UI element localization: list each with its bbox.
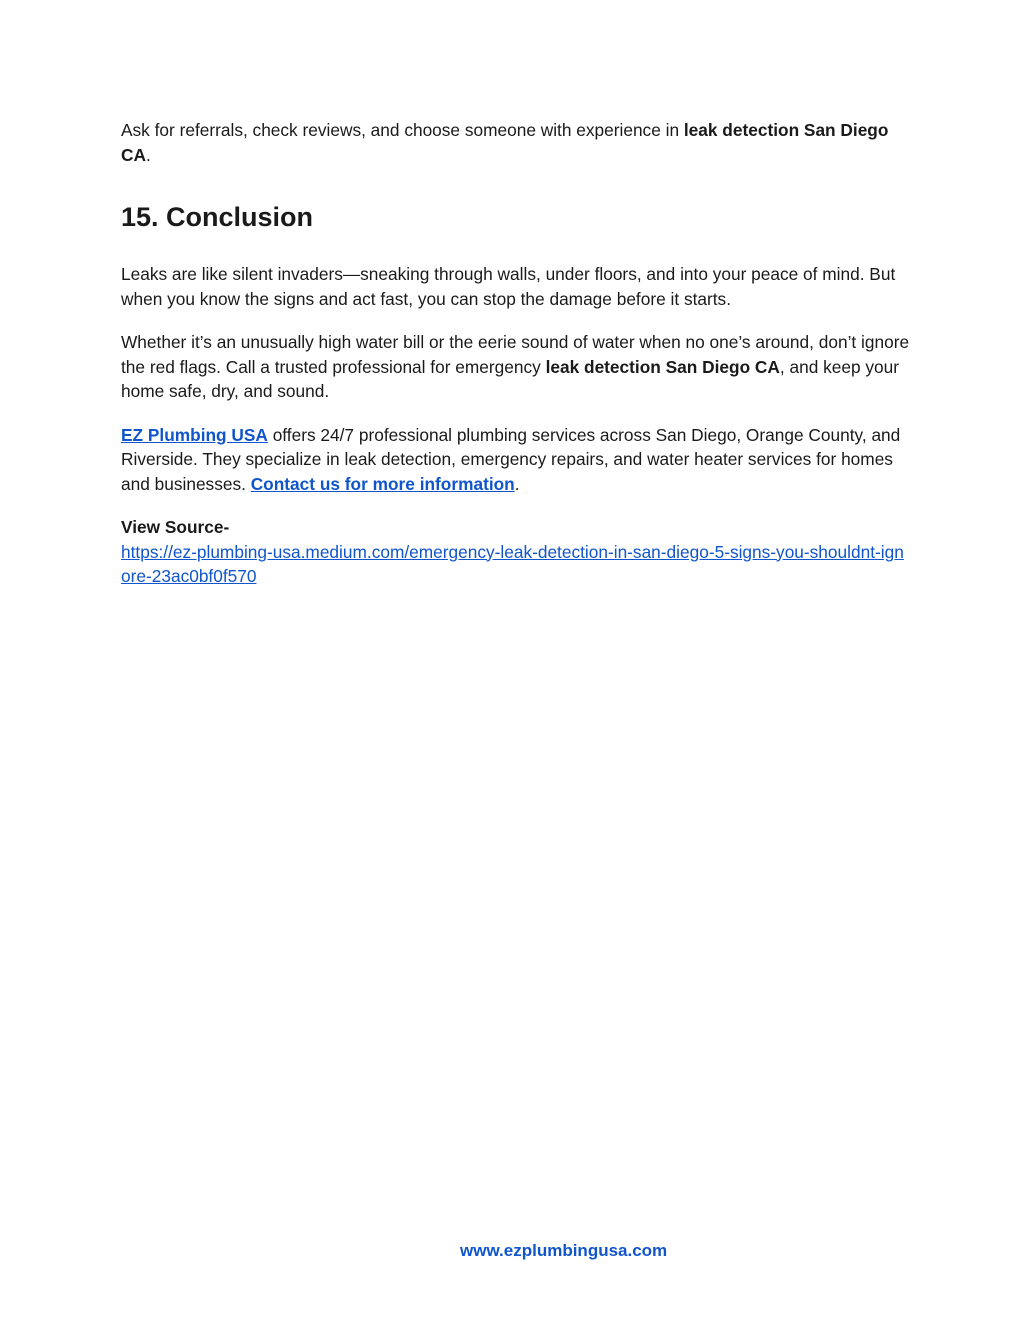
intro-text-after: . [145, 144, 151, 165]
document-page [121, 118, 911, 589]
para2-text-before: Whether it’s an unusually high water bill or the eerie sound of water when no one’s around, don’t ignore the red flags. Call a trusted professional for emergency [121, 332, 910, 377]
contact-link[interactable]: Contact us for more information [250, 473, 515, 494]
conclusion-paragraph-1: Leaks are like silent invaders—sneaking through walls, under floors, and into your peace of mind. But when you know the signs and act fast, you can stop the damage before it starts. [121, 264, 896, 309]
source-paragraph [121, 515, 911, 589]
intro-bold-keyword: leak detection San Diego CA [121, 120, 889, 165]
intro-text-before: Ask for referrals, check reviews, and choose someone with experience in [121, 120, 684, 140]
company-link[interactable]: EZ Plumbing USA [121, 424, 268, 445]
company-text-after: . [514, 473, 520, 494]
section-heading: 15. Conclusion [121, 202, 314, 232]
para2-text-after: , and keep your home safe, dry, and sound. [121, 356, 900, 401]
para2-bold-keyword: leak detection San Diego CA [545, 356, 780, 377]
source-link[interactable]: https://ez-plumbing-usa.medium.com/emergency-leak-detection-in-san-diego-5-signs-you-shouldnt-ignore-23ac0bf0f570 [121, 541, 904, 586]
company-text: offers 24/7 professional plumbing services across San Diego, Orange County, and Riverside. They specialize in leak detection, emergency repairs, and water heater services for homes and businesses. [121, 424, 901, 494]
conclusion-paragraph-2 [121, 330, 911, 404]
source-label: View Source- [121, 517, 230, 537]
footer-website[interactable]: www.ezplumbingusa.com [460, 1241, 668, 1260]
company-paragraph [121, 423, 911, 497]
intro-paragraph [121, 118, 911, 167]
